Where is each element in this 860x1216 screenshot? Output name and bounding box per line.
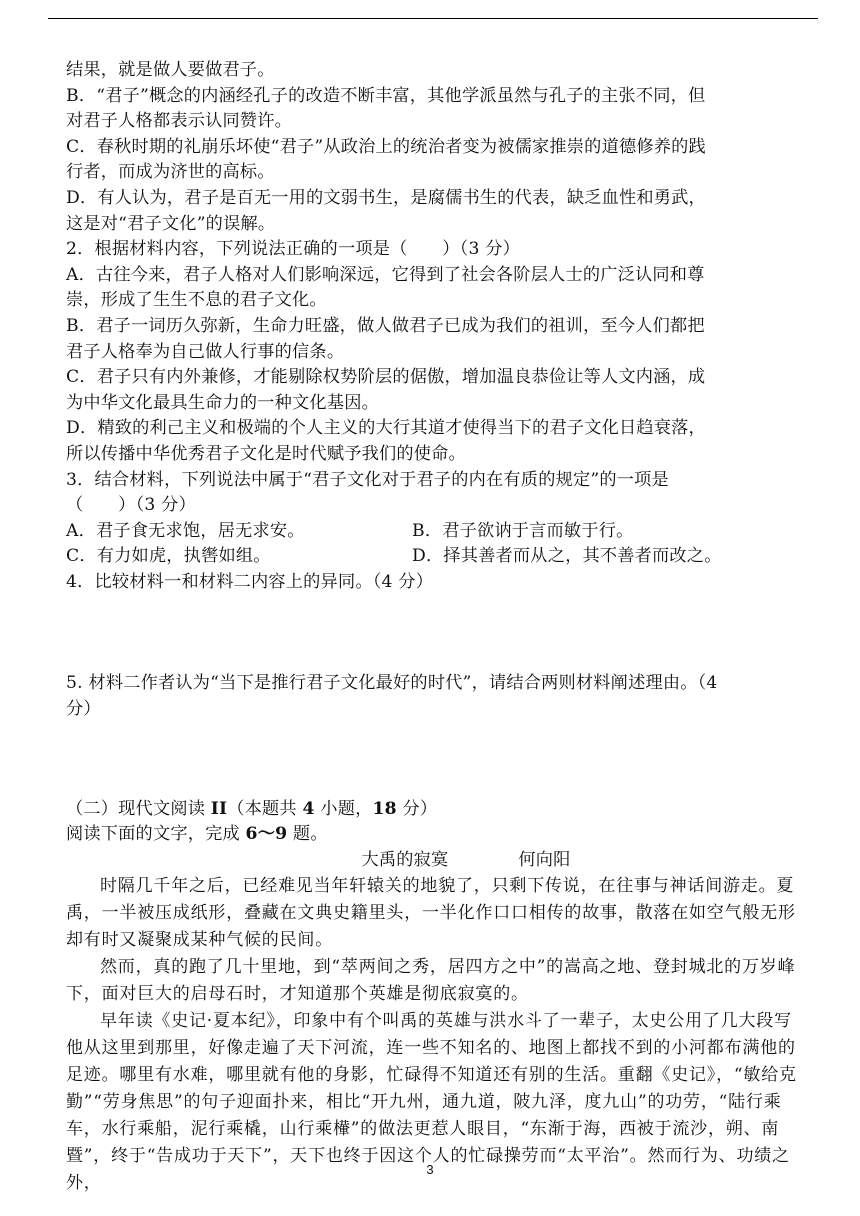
document-body xyxy=(66,58,806,1197)
heading-score: 18 xyxy=(372,798,397,819)
page-number: 3 xyxy=(426,1162,434,1177)
heading-text: （本题共 xyxy=(227,798,303,819)
question-4-stem: 4．比较材料一和材料二内容上的异同。（4 分） xyxy=(66,571,434,592)
header-rule xyxy=(48,18,818,19)
heading-text: 分） xyxy=(396,798,438,819)
option-d-line: D．有人认为，君子是百无一用的文弱书生，是腐儒书生的代表，缺乏血性和勇武， xyxy=(66,187,706,208)
option-c-line: 行者，而成为济世的高标。 xyxy=(66,162,275,183)
q3-option-c: C．有力如虎，执辔如组。 xyxy=(66,546,271,567)
text-line: 结果，就是做人要做君子。 xyxy=(66,60,275,80)
option-b-line: B．“君子”概念的内涵经孔子的改造不断丰富，其他学派虽然与孔子的主张不同，但 xyxy=(66,85,706,106)
option-b-line: 对君子人格都表示认同赞许。 xyxy=(66,111,293,132)
heading-roman: II xyxy=(210,798,228,819)
passage-paragraph: 早年读《史记·夏本纪》，印象中有个叫禹的英雄与洪水斗了一辈子，太史公用了几大段写他从这里到那里，好像走遍了天下河流，连一些不知名的、地图上都找不到的小河都布满他的足迹。哪里有水难，哪里就有他的身影，忙碌得不知道还有别的生活。重翻《史记》，“敏给克勤”“劳身焦思”的句子迎面扑来，相比“开九州，通九道，陂九泽，度九山”的功劳，“陆行乘车，水行乘船，泥行乘橇，山行乘檋”的做法更惹人眼目，“东渐于海，西被于流沙，朔、南暨”，终于“告成功于天下”，天下也终于因这个人的忙碌操劳而“太平治”。然而行为、功绩之外， xyxy=(66,1011,797,1194)
heading-count: 4 xyxy=(302,798,315,819)
instruction-range: 6～9 xyxy=(245,824,288,845)
passage-paragraph: 时隔几千年之后，已经难见当年轩辕关的地貌了，只剩下传说，在往事与神话间游走。夏禹，一半被压成纸形，叠藏在文典史籍里头，一半化作口口相传的故事，散落在如空气般无形却有时又凝聚成某种气候的民间。 xyxy=(66,876,796,951)
q3-option-a: A．君子食无求饱，居无求安。 xyxy=(66,520,305,541)
question-5-stem: 5. 材料二作者认为“当下是推行君子文化最好的时代”，请结合两则材料阐述理由。（4 xyxy=(66,673,718,694)
q2-option-b: B．君子一词历久弥新，生命力旺盛，做人做君子已成为我们的祖训，至今人们都把 xyxy=(66,315,705,336)
q3-option-b: B．君子欲讷于言而敏于行。 xyxy=(412,520,634,541)
question-2-stem: 2．根据材料内容，下列说法正确的一项是（ ）（3 分） xyxy=(66,239,521,260)
q2-option-a: 崇，形成了生生不息的君子文化。 xyxy=(66,290,327,311)
answer-space xyxy=(66,723,806,797)
instruction-text: 题。 xyxy=(287,824,328,845)
q3-option-d: D．择其善者而从之，其不善者而改之。 xyxy=(412,546,722,567)
q2-option-a: A．古往今来，君子人格对人们影响深远，它得到了社会各阶层人士的广泛认同和尊 xyxy=(66,264,705,285)
option-c-line: C．春秋时期的礼崩乐坏使“君子”从政治上的统治者变为被儒家推崇的道德修养的践 xyxy=(66,136,706,157)
passage-title: 大禹的寂寞 xyxy=(361,849,449,870)
heading-text: 小题， xyxy=(314,798,373,819)
heading-text: （二）现代文阅读 xyxy=(66,798,211,819)
q2-option-d: 所以传播中华优秀君子文化是时代赋予我们的使命。 xyxy=(66,443,466,464)
section-instruction xyxy=(66,822,806,848)
instruction-text: 阅读下面的文字，完成 xyxy=(66,824,246,845)
q2-option-c: C．君子只有内外兼修，才能剔除权势阶层的倨傲，增加温良恭俭让等人文内涵，成 xyxy=(66,367,706,388)
passage-paragraph: 然而，真的跑了几十里地，到“萃两间之秀，居四方之中”的嵩高之地、登封城北的万岁峰下，面对巨大的启母石时，才知道那个英雄是彻底寂寞的。 xyxy=(66,957,796,1005)
question-3-stem: 3．结合材料，下列说法中属于“君子文化对于君子的内在有质的规定”的一项是 xyxy=(66,469,669,490)
question-5-stem: 分） xyxy=(66,699,101,720)
answer-space xyxy=(66,595,806,671)
q3-options-row xyxy=(66,519,806,545)
passage-title-line xyxy=(126,848,806,874)
option-d-line: 这是对“君子文化”的误解。 xyxy=(66,213,276,234)
q3-options-row xyxy=(66,544,806,570)
q2-option-b: 君子人格奉为自己做人行事的信条。 xyxy=(66,341,345,362)
q2-option-c: 为中华文化最具生命力的一种文化基因。 xyxy=(66,392,379,413)
q2-option-d: D．精致的利己主义和极端的个人主义的大行其道才使得当下的君子文化日趋衰落， xyxy=(66,418,706,439)
section-heading xyxy=(66,797,806,823)
passage-author: 何向阳 xyxy=(518,849,571,870)
question-3-stem: （ ）（3 分） xyxy=(66,495,196,516)
